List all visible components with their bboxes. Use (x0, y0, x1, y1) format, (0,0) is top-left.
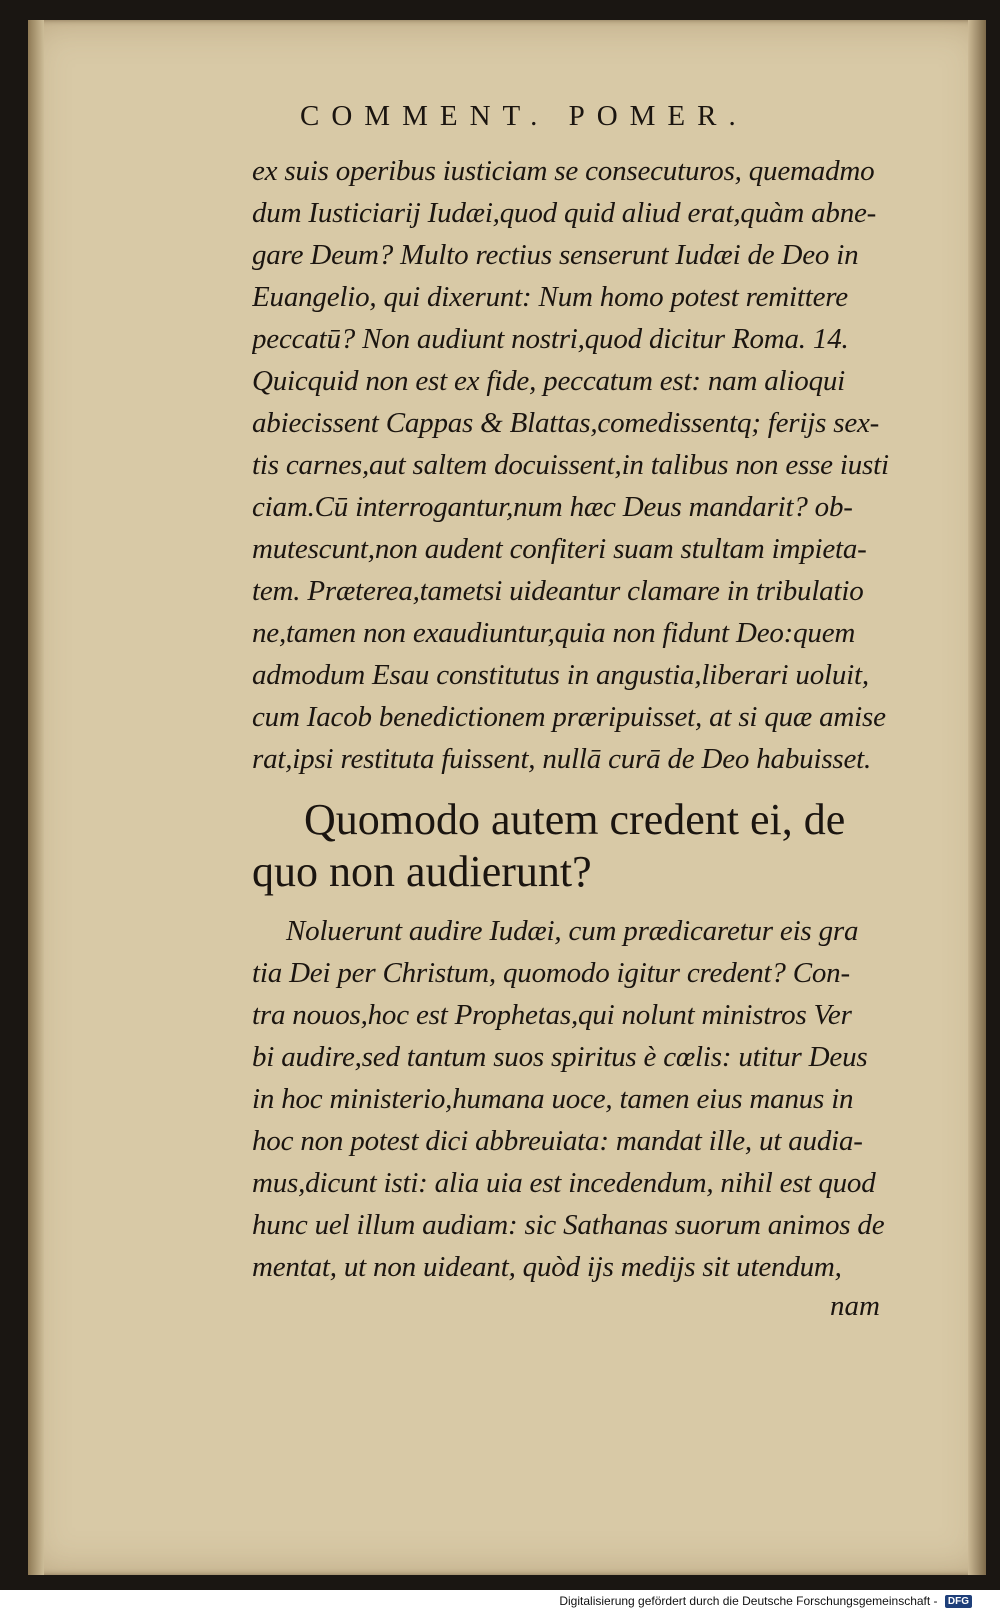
text-line: ne,tamen non exaudiuntur,quia non fidunt Deo:quem (252, 617, 856, 649)
text-line: mutescunt,non audent confiteri suam stultam impieta- (252, 533, 867, 565)
text-line: dum Iusticiarij Iudæi,quod quid aliud erat,quàm abne- (252, 197, 877, 229)
text-line: Euangelio, qui dixerunt: Num homo potest remittere (252, 281, 848, 313)
page-gutter-left (28, 20, 44, 1575)
text-line: in hoc ministerio,humana uoce, tamen eius manus in (252, 1083, 854, 1115)
text-line: peccatū? Non audiunt nostri,quod dicitur Roma. 14. (252, 323, 849, 355)
text-line: tra nouos,hoc est Prophetas,qui nolunt ministros Ver (252, 999, 852, 1031)
dfg-logo-icon: DFG (945, 1595, 972, 1608)
text-line: mus,dicunt isti: alia uia est incedendum, nihil est quod (252, 1167, 876, 1199)
text-line: tem. Præterea,tametsi uideantur clamare in tribulatio (252, 575, 864, 607)
footer-credit (559, 1594, 972, 1608)
text-line: hoc non potest dici abbreuiata: mandat ille, ut audia- (252, 1125, 863, 1157)
text-line: ciam.Cū interrogantur,num hæc Deus mandarit? ob- (252, 491, 853, 523)
text-line: mentat, ut non uideant, quòd ijs medijs sit utendum, (252, 1251, 842, 1283)
text-line: bi audire,sed tantum suos spiritus è cœlis: utitur Deus (252, 1041, 868, 1073)
text-line: hunc uel illum audiam: sic Sathanas suorum animos de (252, 1209, 885, 1241)
scripture-heading-line: Quomodo autem credent ei, de (304, 795, 846, 844)
text-line: cum Iacob benedictionem præripuisset, at si quæ amise (252, 701, 886, 733)
catchword: nam (830, 1290, 880, 1322)
text-line: Noluerunt audire Iudæi, cum prædicaretur eis gra (286, 915, 859, 947)
text-line: ex suis operibus iusticiam se consecuturos, quemadmo (252, 155, 875, 187)
digitization-footer (0, 1590, 1000, 1617)
footer-credit-text: Digitalisierung gefördert durch die Deutsche Forschungsgemeinschaft - (559, 1594, 938, 1608)
page-edge-right (968, 20, 986, 1575)
body-text (252, 150, 912, 1288)
text-line: tia Dei per Christum, quomodo igitur credent? Con- (252, 957, 850, 989)
text-line: abiecissent Cappas & Blattas,comedissentq; ferijs sex- (252, 407, 880, 439)
scripture-heading-line: quo non audierunt? (252, 847, 592, 896)
text-line: tis carnes,aut saltem docuissent,in talibus non esse iusti (252, 449, 889, 481)
text-line: gare Deum? Multo rectius senserunt Iudæi de Deo in (252, 239, 859, 271)
text-line: admodum Esau constitutus in angustia,liberari uoluit, (252, 659, 869, 691)
text-line: Quicquid non est ex fide, peccatum est: nam alioqui (252, 365, 846, 397)
running-head: COMMENT. POMER. (300, 100, 748, 132)
text-line: rat,ipsi restituta fuissent, nullā curā de Deo habuisset. (252, 743, 872, 775)
